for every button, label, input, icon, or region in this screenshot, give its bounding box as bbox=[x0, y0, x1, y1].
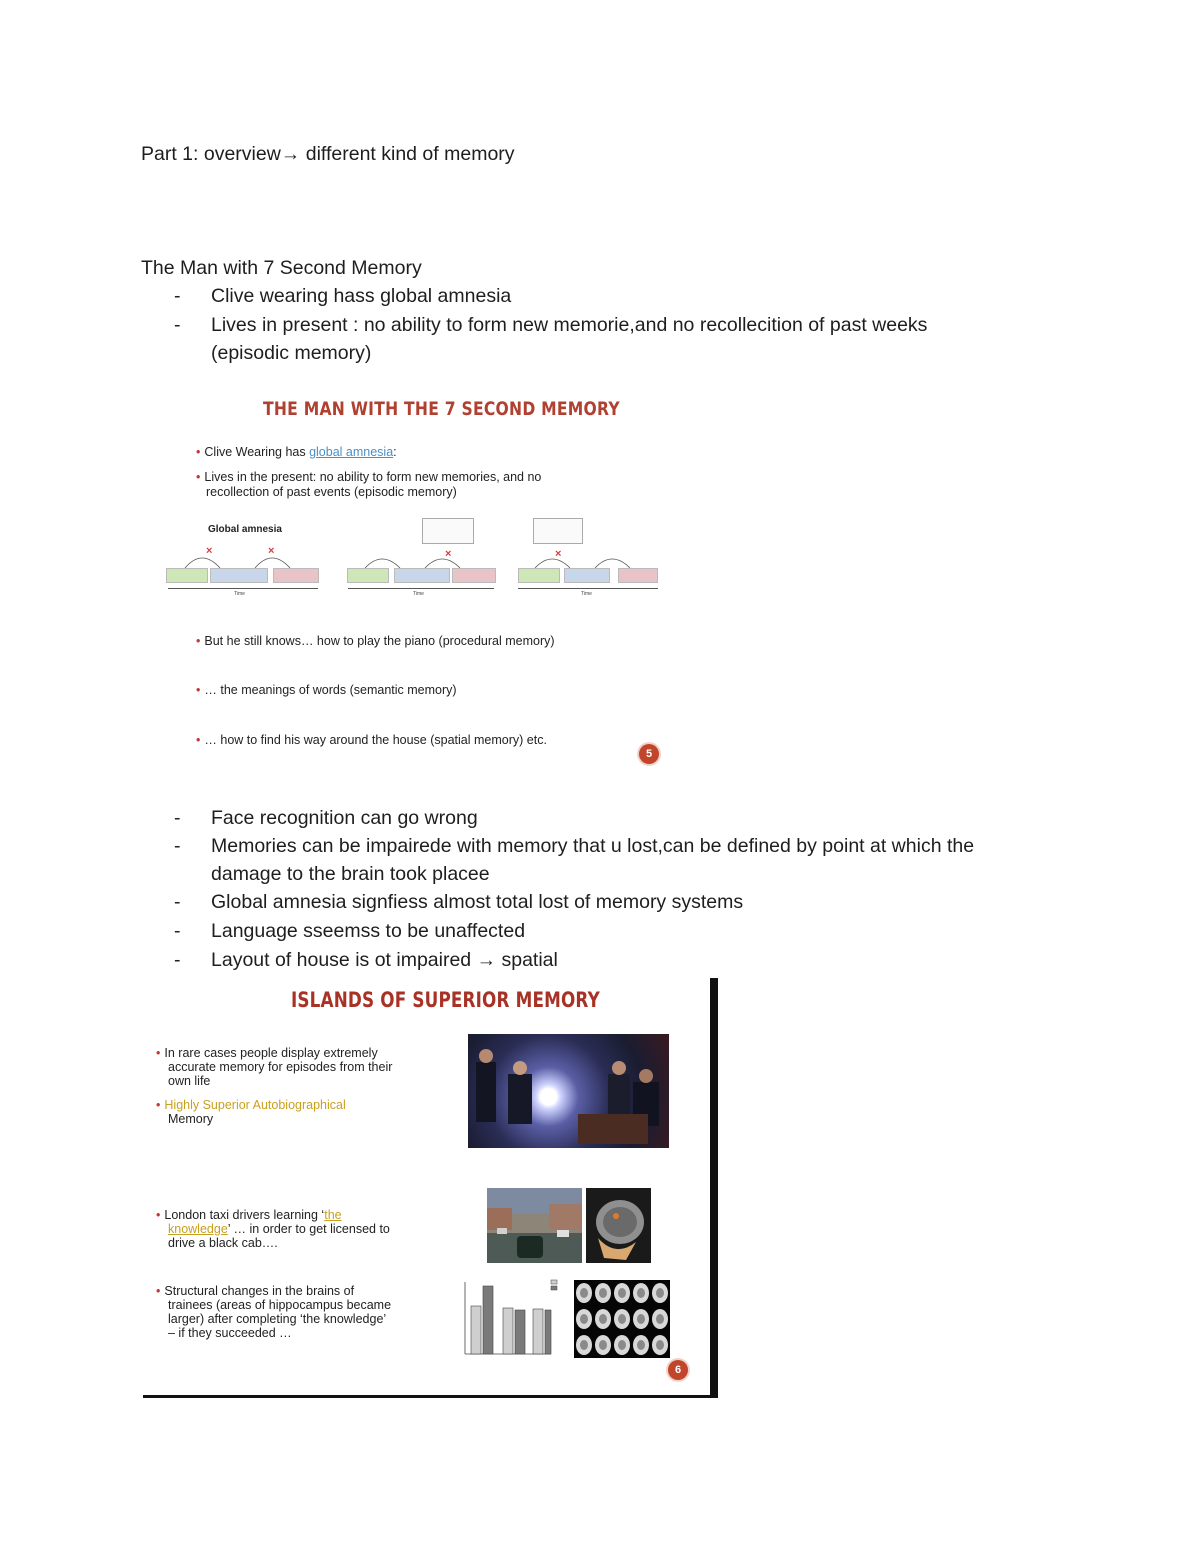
bullet-icon: • bbox=[196, 733, 201, 747]
axis-label: Time bbox=[234, 591, 245, 597]
bullet-text: Global amnesia signfiess almost total lost of memory systems bbox=[211, 891, 744, 913]
slide-bullet bbox=[196, 445, 397, 460]
bullet-icon: • bbox=[196, 470, 201, 484]
slide-bullet bbox=[196, 683, 457, 698]
brain-scan-photo bbox=[586, 1188, 651, 1263]
slide-image-7-second-memory bbox=[160, 388, 670, 773]
bullet-text: Face recognition can go wrong bbox=[211, 807, 478, 829]
bullet-dash: - bbox=[174, 314, 181, 336]
bullet-dash: - bbox=[174, 835, 181, 857]
slide-bullet-text: Lives in the present: no ability to form new memories, and no bbox=[204, 470, 542, 484]
diagram-box bbox=[210, 568, 268, 583]
diagram-box bbox=[452, 568, 496, 583]
slide-bullet-text: In rare cases people display extremely bbox=[164, 1046, 378, 1060]
taxi-street-photo bbox=[487, 1188, 582, 1263]
arrow-icon bbox=[535, 559, 570, 568]
bullet-dash: - bbox=[174, 285, 181, 307]
slide-bullet bbox=[156, 1098, 346, 1113]
bullet-icon: • bbox=[156, 1208, 161, 1222]
diagram-box bbox=[518, 568, 560, 583]
bar bbox=[483, 1286, 493, 1354]
bar bbox=[503, 1308, 513, 1354]
bar bbox=[533, 1309, 543, 1354]
diagram-note bbox=[422, 518, 474, 544]
slide-bullet-line bbox=[168, 1222, 390, 1237]
bullet-icon: • bbox=[156, 1046, 161, 1060]
slide-bullet bbox=[196, 733, 547, 748]
slide-bullet-text: Clive Wearing has bbox=[204, 445, 310, 459]
diagram-box bbox=[347, 568, 389, 583]
diagram-note bbox=[533, 518, 583, 544]
bar bbox=[545, 1310, 551, 1354]
flash-photo bbox=[468, 1034, 669, 1148]
slide-bullet-text: But he still knows… how to play the piano (procedural memory) bbox=[204, 634, 555, 648]
slide-title: THE MAN WITH THE 7 SECOND MEMORY bbox=[263, 398, 620, 420]
arrow-icon bbox=[425, 559, 460, 568]
slide-bullet-text: recollection of past events (episodic memory) bbox=[206, 485, 457, 499]
bullet-dash: - bbox=[174, 920, 181, 942]
page-heading: Part 1: overview→ different kind of memory bbox=[141, 143, 515, 165]
amnesia-diagram bbox=[160, 518, 670, 598]
slide-bullet-text: drive a black cab…. bbox=[168, 1236, 278, 1250]
person-silhouette bbox=[476, 1062, 496, 1122]
slide-bullet-text: accurate memory for episodes from their bbox=[168, 1060, 393, 1074]
bullet-text: Lives in present : no ability to form new memorie,and no recollecition of past weeks bbox=[211, 314, 928, 336]
bullet-text-continued: damage to the brain took placee bbox=[211, 863, 490, 885]
bar bbox=[515, 1310, 525, 1354]
bullet-text: Language sseemss to be unaffected bbox=[211, 920, 526, 942]
arrow-icon bbox=[595, 559, 630, 568]
desk bbox=[578, 1114, 648, 1144]
the-knowledge-link[interactable]: knowledge bbox=[168, 1222, 228, 1236]
x-mark-icon: × bbox=[206, 545, 213, 557]
bullet-text: Layout of house is ot impaired → spatial bbox=[211, 949, 558, 971]
slide-bullet-text: – if they succeeded … bbox=[168, 1326, 292, 1340]
diagram-label: Global amnesia bbox=[208, 524, 282, 535]
bar bbox=[471, 1306, 481, 1354]
slide-bullet-text: London taxi drivers learning ‘ bbox=[164, 1208, 325, 1222]
slide-bullet-text: : bbox=[393, 445, 397, 459]
slide-bullet bbox=[156, 1284, 354, 1299]
brain-slices-image bbox=[574, 1280, 670, 1358]
slide-number-badge: 5 bbox=[639, 744, 659, 764]
slide-number-badge: 6 bbox=[668, 1360, 688, 1380]
bullet-icon: • bbox=[156, 1284, 161, 1298]
slide-bullet bbox=[196, 470, 541, 485]
time-axis bbox=[168, 588, 318, 589]
diagram-box bbox=[273, 568, 319, 583]
diagram-arrows bbox=[160, 518, 670, 598]
slide-bullet-text: trainees (areas of hippocampus became bbox=[168, 1298, 392, 1312]
axis-label: Time bbox=[413, 591, 424, 597]
global-amnesia-link[interactable]: global amnesia bbox=[309, 445, 394, 459]
hippocampus-bar-chart-image bbox=[451, 1278, 576, 1366]
diagram-box bbox=[166, 568, 208, 583]
the-knowledge-link[interactable]: the bbox=[324, 1208, 342, 1222]
bullet-icon: • bbox=[196, 445, 201, 459]
bullet-text: Clive wearing hass global amnesia bbox=[211, 285, 512, 307]
x-mark-icon: × bbox=[268, 545, 275, 557]
bullet-icon: • bbox=[196, 683, 201, 697]
slide-bullet-text: larger) after completing ‘the knowledge’ bbox=[168, 1312, 387, 1326]
slide-bullet bbox=[156, 1208, 342, 1223]
axis-label: Time bbox=[581, 591, 592, 597]
x-mark-icon: × bbox=[445, 548, 452, 560]
arrow-icon bbox=[255, 558, 290, 568]
bullet-text-continued: (episodic memory) bbox=[211, 342, 372, 364]
slide-bullet-text: Highly Superior Autobiographical bbox=[164, 1098, 346, 1112]
bullet-dash: - bbox=[174, 949, 181, 971]
diagram-box bbox=[394, 568, 450, 583]
slide-bullet bbox=[156, 1046, 378, 1061]
slide-bullet bbox=[196, 634, 555, 649]
arrow-icon bbox=[365, 559, 400, 568]
slide-bullet-text: Structural changes in the brains of bbox=[164, 1284, 355, 1298]
taxi-scene bbox=[487, 1188, 582, 1263]
slide-bullet-text: ’ … in order to get licensed to bbox=[227, 1222, 390, 1236]
bar-chart-graphic bbox=[451, 1278, 576, 1366]
arrow-icon bbox=[185, 558, 220, 568]
diagram-box bbox=[564, 568, 610, 583]
section-title: The Man with 7 Second Memory bbox=[141, 257, 422, 279]
time-axis bbox=[518, 588, 658, 589]
bullet-dash: - bbox=[174, 891, 181, 913]
slide-bullet-text: … the meanings of words (semantic memory) bbox=[204, 683, 457, 697]
black-cab bbox=[517, 1236, 543, 1258]
slide-image-islands-superior-memory bbox=[143, 978, 718, 1398]
bullet-text: Memories can be impairede with memory that u lost,can be defined by point at which the bbox=[211, 835, 975, 857]
x-mark-icon: × bbox=[555, 548, 562, 560]
slide-bullet-text: … how to find his way around the house (spatial memory) etc. bbox=[204, 733, 547, 747]
bullet-dash: - bbox=[174, 807, 181, 829]
bullet-icon: • bbox=[156, 1098, 161, 1112]
brain-scan bbox=[586, 1188, 651, 1263]
people-photo-figures bbox=[468, 1034, 669, 1148]
person-silhouette bbox=[508, 1074, 532, 1124]
diagram-box bbox=[618, 568, 658, 583]
slide-bullet-text: Memory bbox=[168, 1112, 214, 1126]
time-axis bbox=[348, 588, 494, 589]
slide-bullet-text: own life bbox=[168, 1074, 211, 1088]
slide-title: ISLANDS OF SUPERIOR MEMORY bbox=[291, 988, 600, 1012]
bullet-icon: • bbox=[196, 634, 201, 648]
brain-slice-grid bbox=[574, 1280, 670, 1358]
